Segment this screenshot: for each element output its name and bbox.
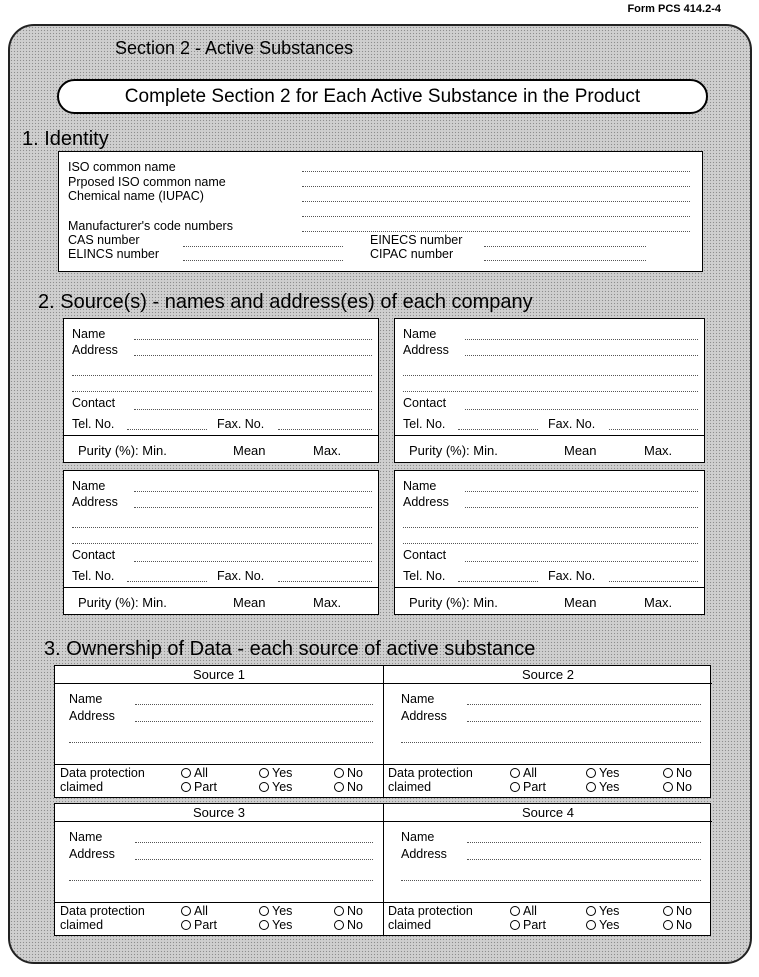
purity-max-label: Max.: [644, 595, 673, 610]
radio-icon[interactable]: [663, 906, 673, 916]
einecs-number-field[interactable]: [484, 246, 646, 247]
company-contact-label: Contact: [72, 396, 116, 410]
option-no-label: No: [676, 904, 692, 918]
radio-icon[interactable]: [663, 768, 673, 778]
radio-icon[interactable]: [663, 920, 673, 930]
option-yes[interactable]: [586, 767, 619, 780]
source-company-3: [63, 470, 379, 615]
option-yes-label: Yes: [272, 780, 293, 794]
option-no-label: No: [347, 780, 363, 794]
purity-min-label: Purity (%): Min.: [78, 443, 167, 458]
option-all[interactable]: [510, 767, 537, 780]
option-yes[interactable]: [586, 905, 619, 918]
company-address-line-3[interactable]: [72, 391, 372, 392]
cipac-number-field[interactable]: [484, 260, 646, 261]
radio-icon[interactable]: [663, 782, 673, 792]
owner-address-line-2[interactable]: [69, 880, 373, 881]
option-no-label: No: [676, 766, 692, 780]
owner-name-field[interactable]: [135, 704, 373, 705]
option-yes[interactable]: [259, 767, 292, 780]
purity-min-label: Purity (%): Min.: [78, 595, 167, 610]
owner-name-field[interactable]: [467, 704, 701, 705]
owner-name-label: Name: [69, 830, 103, 844]
company-fax-field[interactable]: [609, 581, 698, 582]
option-no-label: No: [676, 780, 692, 794]
radio-icon[interactable]: [334, 768, 344, 778]
option-no[interactable]: [663, 781, 692, 794]
purity-mean-label: Mean: [564, 443, 597, 458]
radio-icon[interactable]: [586, 768, 596, 778]
option-no[interactable]: [334, 905, 363, 918]
owner-address-label: Address: [69, 709, 115, 723]
ownership-table-1: [54, 665, 711, 798]
owner-address-label: Address: [401, 709, 447, 723]
company-address-line-2[interactable]: [403, 527, 698, 528]
owner-name-field[interactable]: [467, 842, 701, 843]
company-contact-label: Contact: [72, 548, 116, 562]
option-all[interactable]: [181, 767, 208, 780]
option-yes-label: Yes: [272, 766, 293, 780]
company-name-field[interactable]: [134, 339, 372, 340]
purity-min-label: Purity (%): Min.: [409, 595, 498, 610]
ownership-table-2: [54, 803, 711, 936]
radio-icon[interactable]: [259, 782, 269, 792]
company-tel-field[interactable]: [127, 581, 207, 582]
option-no[interactable]: [334, 781, 363, 794]
company-address-label: Address: [403, 495, 449, 509]
option-yes[interactable]: [259, 905, 292, 918]
owner-address-label: Address: [401, 847, 447, 861]
data-protection-label: Data protection: [60, 904, 145, 918]
option-no-label: No: [347, 904, 363, 918]
option-part[interactable]: [181, 919, 217, 932]
radio-icon[interactable]: [334, 782, 344, 792]
company-tel-field[interactable]: [458, 581, 538, 582]
option-part-label: Part: [194, 918, 217, 932]
option-yes[interactable]: [586, 781, 619, 794]
claimed-label: claimed: [388, 918, 432, 932]
section-title: Section 2 - Active Substances: [115, 38, 354, 58]
option-no[interactable]: [663, 767, 692, 780]
option-all[interactable]: [510, 905, 537, 918]
option-yes-label: Yes: [599, 766, 620, 780]
purity-max-label: Max.: [313, 443, 342, 458]
owner-address-label: Address: [69, 847, 115, 861]
option-yes[interactable]: [586, 919, 619, 932]
company-address-label: Address: [72, 343, 118, 357]
chemical-name-field-2[interactable]: [302, 216, 690, 217]
company-tel-label: Tel. No.: [72, 569, 115, 583]
company-fax-field[interactable]: [609, 429, 698, 430]
option-no[interactable]: [334, 919, 363, 932]
option-all-label: All: [194, 766, 208, 780]
sources-heading: 2. Source(s) - names and address(es) of each company: [38, 291, 533, 313]
company-address-line-3[interactable]: [72, 543, 372, 544]
radio-icon[interactable]: [510, 768, 520, 778]
option-all-label: All: [194, 904, 208, 918]
option-no[interactable]: [663, 919, 692, 932]
company-fax-field[interactable]: [278, 581, 372, 582]
data-protection-label: Data protection: [60, 766, 145, 780]
cipac-number-label: CIPAC number: [370, 247, 454, 261]
option-part-label: Part: [523, 780, 546, 794]
company-address-line-2[interactable]: [403, 375, 698, 376]
radio-icon[interactable]: [586, 920, 596, 930]
protection-divider: [384, 764, 710, 765]
purity-mean-label: Mean: [233, 595, 266, 610]
company-address-line-3[interactable]: [403, 543, 698, 544]
company-address-line-2[interactable]: [72, 375, 372, 376]
iso-common-name-field[interactable]: [302, 171, 690, 172]
option-yes-label: Yes: [599, 904, 620, 918]
chemical-name-field[interactable]: [302, 201, 690, 202]
company-tel-label: Tel. No.: [403, 417, 446, 431]
company-contact-label: Contact: [403, 548, 447, 562]
company-contact-field[interactable]: [134, 409, 372, 410]
company-fax-label: Fax. No.: [548, 569, 596, 583]
company-tel-label: Tel. No.: [72, 417, 115, 431]
instruction-banner: Complete Section 2 for Each Active Substance in the Product: [57, 79, 708, 114]
claimed-label: claimed: [60, 918, 104, 932]
company-name-field[interactable]: [134, 491, 372, 492]
option-no[interactable]: [334, 767, 363, 780]
company-address-line-2[interactable]: [72, 527, 372, 528]
company-fax-label: Fax. No.: [548, 417, 596, 431]
source-company-2: [394, 318, 705, 463]
protection-divider: [55, 902, 383, 903]
iso-common-name-label: ISO common name: [68, 160, 176, 174]
purity-mean-label: Mean: [233, 443, 266, 458]
company-contact-field[interactable]: [134, 561, 372, 562]
option-no-label: No: [347, 918, 363, 932]
company-address-field[interactable]: [134, 355, 372, 356]
company-contact-field[interactable]: [465, 561, 698, 562]
source-3-header: Source 3: [55, 804, 383, 822]
elincs-number-field[interactable]: [183, 260, 343, 261]
owner-address-line-2[interactable]: [401, 742, 701, 743]
company-contact-field[interactable]: [465, 409, 698, 410]
manufacturer-code-label: Manufacturer's code numbers: [68, 219, 233, 233]
purity-divider: [64, 435, 378, 436]
elincs-number-label: ELINCS number: [68, 247, 160, 261]
purity-min-label: Purity (%): Min.: [409, 443, 498, 458]
option-all-label: All: [523, 904, 537, 918]
radio-icon[interactable]: [259, 768, 269, 778]
radio-icon[interactable]: [510, 906, 520, 916]
purity-mean-label: Mean: [564, 595, 597, 610]
company-address-field[interactable]: [465, 507, 698, 508]
purity-divider: [395, 435, 704, 436]
source-1-header: Source 1: [55, 666, 383, 684]
radio-icon[interactable]: [334, 906, 344, 916]
owner-name-field[interactable]: [135, 842, 373, 843]
column-divider: [383, 804, 384, 935]
radio-icon[interactable]: [586, 906, 596, 916]
proposed-iso-name-label: Prposed ISO common name: [68, 175, 226, 189]
radio-icon[interactable]: [181, 920, 191, 930]
manufacturer-code-field[interactable]: [302, 231, 690, 232]
company-fax-label: Fax. No.: [217, 569, 265, 583]
source-4-header: Source 4: [384, 804, 712, 822]
chemical-name-label: Chemical name (IUPAC): [68, 189, 204, 203]
claimed-label: claimed: [388, 780, 432, 794]
purity-divider: [64, 587, 378, 588]
claimed-label: claimed: [60, 780, 104, 794]
company-fax-label: Fax. No.: [217, 417, 265, 431]
data-protection-label: Data protection: [388, 766, 473, 780]
data-protection-label: Data protection: [388, 904, 473, 918]
company-tel-label: Tel. No.: [403, 569, 446, 583]
identity-box: [58, 151, 703, 272]
company-name-field[interactable]: [465, 491, 698, 492]
option-all-label: All: [523, 766, 537, 780]
cas-number-field[interactable]: [183, 246, 343, 247]
source-company-1: [63, 318, 379, 463]
company-tel-field[interactable]: [458, 429, 538, 430]
company-name-label: Name: [403, 327, 437, 341]
owner-name-label: Name: [69, 692, 103, 706]
option-yes-label: Yes: [599, 780, 620, 794]
company-fax-field[interactable]: [278, 429, 372, 430]
radio-icon[interactable]: [259, 920, 269, 930]
owner-address-field[interactable]: [467, 859, 701, 860]
company-name-label: Name: [72, 327, 106, 341]
purity-divider: [395, 587, 704, 588]
radio-icon[interactable]: [259, 906, 269, 916]
owner-address-line-2[interactable]: [401, 880, 701, 881]
owner-address-field[interactable]: [135, 859, 373, 860]
radio-icon[interactable]: [181, 768, 191, 778]
option-no[interactable]: [663, 905, 692, 918]
form-number: Form PCS 414.2-4: [627, 3, 721, 15]
company-address-label: Address: [72, 495, 118, 509]
source-company-4: [394, 470, 705, 615]
radio-icon[interactable]: [510, 920, 520, 930]
einecs-number-label: EINECS number: [370, 233, 463, 247]
purity-max-label: Max.: [644, 443, 673, 458]
option-all[interactable]: [181, 905, 208, 918]
company-tel-field[interactable]: [127, 429, 207, 430]
option-no-label: No: [676, 918, 692, 932]
source-2-header: Source 2: [384, 666, 712, 684]
company-name-label: Name: [403, 479, 437, 493]
proposed-iso-name-field[interactable]: [302, 186, 690, 187]
option-part[interactable]: [181, 781, 217, 794]
owner-name-label: Name: [401, 830, 435, 844]
company-name-label: Name: [72, 479, 106, 493]
ownership-heading: 3. Ownership of Data - each source of active substance: [44, 638, 536, 660]
option-no-label: No: [347, 766, 363, 780]
cas-number-label: CAS number: [68, 233, 140, 247]
option-part[interactable]: [510, 919, 546, 932]
option-yes[interactable]: [259, 781, 292, 794]
identity-heading: 1. Identity: [22, 128, 109, 150]
radio-icon[interactable]: [510, 782, 520, 792]
radio-icon[interactable]: [586, 782, 596, 792]
purity-max-label: Max.: [313, 595, 342, 610]
option-yes-label: Yes: [272, 904, 293, 918]
protection-divider: [384, 902, 710, 903]
radio-icon[interactable]: [181, 906, 191, 916]
option-yes-label: Yes: [272, 918, 293, 932]
owner-address-line-2[interactable]: [69, 742, 373, 743]
company-address-line-3[interactable]: [403, 391, 698, 392]
column-divider: [383, 666, 384, 797]
company-address-field[interactable]: [465, 355, 698, 356]
owner-address-field[interactable]: [467, 721, 701, 722]
option-part-label: Part: [523, 918, 546, 932]
option-yes-label: Yes: [599, 918, 620, 932]
protection-divider: [55, 764, 383, 765]
company-name-field[interactable]: [465, 339, 698, 340]
option-part[interactable]: [510, 781, 546, 794]
radio-icon[interactable]: [334, 920, 344, 930]
owner-address-field[interactable]: [135, 721, 373, 722]
radio-icon[interactable]: [181, 782, 191, 792]
owner-name-label: Name: [401, 692, 435, 706]
option-part-label: Part: [194, 780, 217, 794]
company-address-field[interactable]: [134, 507, 372, 508]
option-yes[interactable]: [259, 919, 292, 932]
company-address-label: Address: [403, 343, 449, 357]
company-contact-label: Contact: [403, 396, 447, 410]
